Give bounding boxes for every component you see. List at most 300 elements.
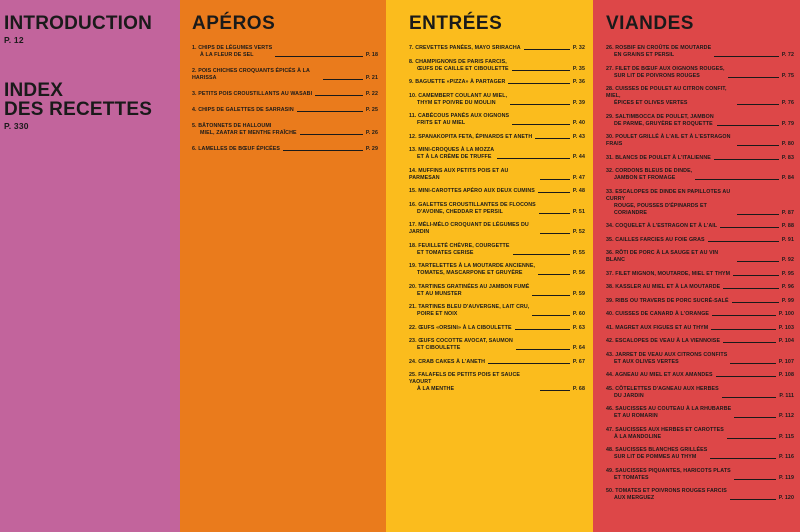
toc-entry[interactable]: [409, 359, 585, 366]
leader-line: [283, 150, 363, 151]
toc-entry-row: [409, 113, 585, 127]
toc-entry-row: [409, 284, 585, 298]
recipe-title: [606, 427, 724, 441]
recipe-title: [606, 372, 713, 379]
recipe-title: [606, 114, 714, 128]
toc-entry[interactable]: [409, 79, 585, 86]
toc-entry-row: [409, 304, 585, 318]
recipe-title: [606, 338, 720, 345]
toc-entry-row: [606, 338, 794, 345]
recipe-title: [192, 123, 297, 137]
toc-entry[interactable]: [409, 168, 585, 182]
toc-entry-row: [606, 45, 794, 59]
aperos-column: [180, 0, 386, 532]
recipe-title-line1: 23. ŒUFS COCOTTE AVOCAT, SAUMON: [409, 338, 513, 344]
intro-column: [0, 0, 180, 532]
recipe-title-line2: ROUGE, POUSSES D'ÉPINARDS ET CORIANDRE: [614, 202, 707, 216]
toc-entry[interactable]: [409, 147, 585, 161]
recipe-title-line2: À LA MANDOLINE: [614, 433, 662, 440]
leader-line: [540, 233, 570, 234]
toc-entry[interactable]: [409, 93, 585, 107]
page-number: P. 29: [365, 146, 378, 152]
page-number: P. 104: [778, 338, 794, 344]
recipe-title-line1: 36. RÔTI DE PORC À LA SAUGE ET AU VIN BLANC: [606, 250, 719, 263]
recipe-title-line1: 25. FALAFELS DE PETITS POIS ET SAUCE YAOURT: [409, 372, 521, 385]
leader-line: [714, 56, 779, 57]
toc-entry[interactable]: [192, 91, 378, 98]
toc-entry[interactable]: [409, 372, 585, 393]
recipe-title-line1: 32. CORDONS BLEUS DE DINDE,: [606, 168, 693, 174]
recipe-title: [606, 66, 725, 80]
leader-line: [730, 363, 775, 364]
page-number: P. 18: [365, 52, 378, 58]
toc-entry-row: [606, 168, 794, 182]
toc-entry[interactable]: [606, 488, 794, 502]
page-number: P. 79: [781, 120, 794, 127]
toc-entry-row: [192, 68, 378, 82]
recipe-title: [409, 372, 537, 393]
leader-line: [712, 315, 776, 316]
toc-entry[interactable]: [606, 352, 794, 366]
recipe-title: [606, 155, 711, 162]
toc-entry-row: [192, 91, 378, 98]
recipe-title-line1: 40. CUISSES DE CANARD À L'ORANGE: [606, 311, 710, 317]
recipe-title: [606, 271, 730, 278]
toc-entry[interactable]: [192, 68, 378, 82]
page-number: P. 72: [781, 52, 794, 58]
introduction-title: INTRODUCTION: [4, 13, 153, 34]
recipe-title-line1: 48. SAUCISSES BLANCHES GRILLÉES: [606, 447, 708, 453]
viandes-column: [593, 0, 800, 532]
toc-entry-row: [606, 134, 794, 148]
toc-entry[interactable]: [409, 113, 585, 127]
recipe-title: [606, 447, 707, 461]
introduction-entry[interactable]: [4, 14, 180, 45]
recipe-title-line1: 42. ESCALOPES DE VEAU À LA VIENNOISE: [606, 338, 721, 344]
toc-entry-row: [606, 223, 794, 230]
recipe-title: [409, 359, 485, 366]
recipe-title: [606, 325, 708, 332]
recipe-title-line1: 19. TARTELETTES À LA MOUTARDE ANCIENNE,: [409, 263, 536, 269]
recipe-title-line2: POIRE ET NOIX: [417, 311, 458, 317]
recipe-title-line2: SUR LIT DE POIVRONS ROUGES: [614, 72, 700, 79]
leader-line: [300, 134, 363, 135]
toc-entry-row: [606, 325, 794, 332]
recipe-title-line1: 37. FILET MIGNON, MOUTARDE, MIEL ET THYM: [606, 270, 731, 277]
recipe-title-line1: 5. BÂTONNETS DE HALLOUMI: [192, 123, 272, 129]
recipe-title-line2: ET CIBOULETTE: [417, 345, 461, 351]
toc-entry-row: [409, 59, 585, 73]
recipe-title: [192, 45, 272, 59]
page-number: P. 21: [365, 75, 378, 81]
recipe-title: [606, 86, 734, 107]
toc-entry[interactable]: [192, 107, 378, 114]
recipe-title-line1: 47. SAUCISSES AUX HERBES ET CAROTTES: [606, 426, 724, 433]
recipe-title-line1: 21. TARTINES BLEU D'AUVERGNE, LAIT CRU,: [409, 304, 530, 310]
toc-entry[interactable]: [606, 114, 794, 128]
recipe-title: [409, 243, 510, 257]
recipe-title-line1: 26. ROSBIF EN CROÛTE DE MOUTARDE: [606, 45, 712, 51]
page-number: P. 95: [781, 270, 794, 277]
recipe-title-line1: 29. SALTIMBOCCA DE POULET, JAMBON: [606, 113, 714, 120]
toc-entry[interactable]: [606, 250, 794, 264]
leader-line: [733, 275, 779, 276]
recipe-title: [606, 406, 731, 420]
recipe-title: [606, 284, 720, 291]
page-number: P. 108: [778, 372, 794, 378]
leader-line: [532, 315, 569, 316]
page-number: P. 35: [572, 65, 585, 72]
toc-entry[interactable]: [606, 189, 794, 217]
page-number: P. 44: [572, 154, 585, 160]
toc-entry-row: [409, 147, 585, 161]
recipe-title-line2: ET AU MUNSTER: [417, 290, 462, 297]
recipe-title-line1: 46. SAUCISSES AU COUTEAU À LA RHUBARBE: [606, 406, 732, 412]
page-number: P. 60: [572, 311, 585, 317]
recipe-title: [409, 222, 537, 236]
page-number: P. 99: [781, 297, 794, 304]
leader-line: [315, 95, 363, 96]
toc-entry[interactable]: [606, 386, 794, 400]
recipe-title-line2: ET AU ROMARIN: [614, 413, 658, 419]
recipe-title-line2: D'AVOINE, CHEDDAR ET PERSIL: [417, 208, 503, 215]
page-number: P. 116: [779, 454, 794, 460]
recipe-title: [409, 113, 509, 127]
toc-entry-row: [606, 406, 794, 420]
toc-entry[interactable]: [606, 447, 794, 461]
toc-entry[interactable]: [409, 222, 585, 236]
page-number: P. 100: [778, 311, 794, 317]
toc-entry[interactable]: [606, 468, 794, 482]
leader-line: [723, 342, 776, 343]
leader-line: [535, 138, 570, 139]
recipe-title-line1: 49. SAUCISSES PIQUANTES, HARICOTS PLATS: [606, 467, 731, 474]
page-number: P. 40: [572, 120, 585, 126]
toc-entry-row: [409, 202, 585, 216]
toc-entry[interactable]: [192, 123, 378, 137]
leader-line: [722, 397, 777, 398]
leader-line: [723, 288, 779, 289]
recipe-title-line1: 28. CUISSES DE POULET AU CITRON CONFIT, MIEL,: [606, 86, 727, 99]
page-number: P. 87: [781, 209, 794, 216]
recipe-title: [409, 45, 521, 52]
recipe-title-line2: THYM ET POIVRE DU MOULIN: [417, 99, 496, 106]
leader-line: [737, 214, 779, 215]
toc-entry[interactable]: [606, 338, 794, 345]
recipe-title-line1: 17. MÉLI-MÉLO CROQUANT DE LÉGUMES DU JARDIN: [409, 222, 529, 235]
leader-line: [538, 274, 570, 275]
page-number: P. 76: [781, 100, 794, 106]
toc-entry-row: [409, 45, 585, 52]
page-number: P. 59: [572, 290, 585, 297]
toc-entry[interactable]: [606, 45, 794, 59]
page-number: P. 80: [781, 141, 794, 147]
leader-line: [540, 390, 570, 391]
page-number: P. 92: [781, 257, 794, 263]
toc-entry[interactable]: [409, 338, 585, 352]
recipe-title-line1: 11. CABÉCOUS PANÉS AUX OIGNONS: [409, 113, 510, 119]
page-number: P. 43: [572, 133, 585, 140]
leader-line: [508, 83, 569, 84]
toc-entry[interactable]: [409, 263, 585, 277]
leader-line: [497, 158, 570, 159]
recipe-title-line1: 39. RIBS OU TRAVERS DE PORC SUCRÉ-SALÉ: [606, 297, 729, 304]
recipe-title-line2: MIEL, ZAATAR ET MENTHE FRAÎCHE: [200, 130, 297, 136]
toc-entry[interactable]: [409, 202, 585, 216]
recipe-title-line1: 13. MINI-CROQUES À LA MOZZA: [409, 147, 495, 153]
recipe-title: [409, 79, 505, 86]
recipe-title: [606, 45, 711, 59]
leader-line: [297, 111, 363, 112]
toc-entry-row: [192, 107, 378, 114]
leader-line: [512, 70, 570, 71]
page-number: P. 83: [781, 154, 794, 161]
recipe-title-line1: 6. LAMELLES DE BŒUF ÉPICÉES: [192, 146, 281, 152]
recipe-title-line1: 14. MUFFINS AUX PETITS POIS ET AU PARMESAN: [409, 167, 509, 181]
leader-line: [732, 302, 779, 303]
recipe-title-line2: AUX MERGUEZ: [614, 495, 655, 501]
recipe-title-line2: À LA MENTHE: [417, 386, 455, 392]
page-number: P. 25: [365, 107, 378, 113]
recipe-title-line2: ET À LA CRÈME DE TRUFFE: [417, 154, 492, 160]
leader-line: [716, 376, 776, 377]
toc-entry[interactable]: [606, 223, 794, 230]
entrees-list: [409, 45, 585, 393]
toc-entry[interactable]: [606, 168, 794, 182]
leader-line: [710, 458, 776, 459]
entrees-title: ENTRÉES: [409, 13, 503, 34]
toc-entry-row: [606, 386, 794, 400]
page-number: P. 91: [781, 236, 794, 243]
leader-line: [323, 79, 363, 80]
recipe-title: [409, 338, 513, 352]
toc-entry[interactable]: [409, 284, 585, 298]
recipe-title: [606, 352, 727, 366]
leader-line: [737, 261, 779, 262]
page-number: P. 63: [572, 324, 585, 331]
page-number: P. 68: [572, 386, 585, 392]
recipe-title: [606, 168, 692, 182]
leader-line: [516, 349, 570, 350]
toc-entry[interactable]: [606, 155, 794, 162]
recipe-title-line2: ET TOMATES CERISE: [417, 249, 474, 256]
toc-entry-row: [606, 86, 794, 107]
recipe-title: [192, 68, 320, 82]
recipe-title-line2: ÉPICES ET OLIVES VERTES: [614, 100, 688, 106]
toc-entry-row: [606, 284, 794, 291]
toc-entry-row: [606, 427, 794, 441]
page-number: P. 26: [365, 130, 378, 136]
recipe-title-line1: 31. BLANCS DE POULET À L'ITALIENNE: [606, 154, 711, 161]
toc-entry[interactable]: [192, 45, 378, 59]
recipe-title: [409, 202, 536, 216]
leader-line: [728, 77, 779, 78]
toc-entry-row: [606, 372, 794, 379]
toc-entry-row: [192, 45, 378, 59]
recipe-title: [409, 263, 535, 277]
toc-entry[interactable]: [409, 243, 585, 257]
page-number: P. 119: [779, 474, 794, 481]
recipe-title-line1: 34. COQUELET À L'ESTRAGON ET À L'AIL: [606, 223, 718, 229]
toc-entry[interactable]: [606, 86, 794, 107]
leader-line: [510, 104, 570, 105]
recipe-title: [409, 284, 529, 298]
toc-entry-row: [606, 155, 794, 162]
toc-entry[interactable]: [606, 134, 794, 148]
recipe-title-line1: 43. JARRET DE VEAU AUX CITRONS CONFITS: [606, 351, 728, 358]
page-number: P. 55: [572, 249, 585, 256]
toc-entry[interactable]: [606, 427, 794, 441]
leader-line: [695, 179, 779, 180]
recipe-title-line2: À LA FLEUR DE SEL: [200, 52, 254, 58]
page-number: P. 64: [572, 345, 585, 351]
page-number: P. 56: [572, 270, 585, 276]
recipe-title-line2: ET AUX OLIVES VERTES: [614, 358, 679, 365]
toc-entry[interactable]: [606, 284, 794, 291]
recipe-title: [409, 59, 509, 73]
toc-entry-row: [606, 447, 794, 461]
recipe-title: [409, 304, 529, 318]
page-number: P. 107: [778, 358, 794, 365]
toc-entry-row: [606, 298, 794, 305]
page-number: P. 88: [781, 223, 794, 229]
recipe-title: [409, 147, 494, 161]
toc-entry[interactable]: [606, 298, 794, 305]
toc-entry-row: [409, 243, 585, 257]
recipe-title-line1: 50. TOMATES ET POIVRONS ROUGES FARCIS: [606, 488, 727, 494]
leader-line: [540, 179, 570, 180]
recipe-title-line1: 22. ŒUFS «ORSINI» À LA CIBOULETTE: [409, 324, 512, 331]
leader-line: [714, 159, 779, 160]
toc-entry-row: [606, 311, 794, 318]
toc-entry-row: [409, 372, 585, 393]
toc-entry[interactable]: [606, 237, 794, 244]
recipe-title-line1: 41. MAGRET AUX FIGUES ET AU THYM: [606, 324, 709, 331]
recipe-title-line1: 1. CHIPS DE LÉGUMES VERTS: [192, 45, 273, 51]
page-number: P. 39: [572, 99, 585, 106]
toc-entry-row: [409, 188, 585, 195]
recipe-title-line2: FRITS ET AU MIEL: [417, 120, 466, 126]
toc-entry[interactable]: [409, 304, 585, 318]
aperos-title: APÉROS: [192, 13, 276, 34]
leader-line: [730, 499, 776, 500]
toc-entry[interactable]: [409, 188, 585, 195]
page-number: P. 67: [572, 358, 585, 365]
toc-entry-row: [409, 359, 585, 366]
recipe-title-line2: JAMBON ET FROMAGE: [614, 175, 676, 181]
recipe-title-line1: 30. POULET GRILLÉ À L'AIL ET À L'ESTRAGON FRAIS: [606, 134, 731, 147]
recipe-title: [606, 298, 729, 305]
toc-entry[interactable]: [606, 325, 794, 332]
page-number: P. 22: [365, 91, 378, 97]
page-number: P. 112: [779, 413, 794, 419]
page-number: P. 36: [572, 79, 585, 85]
toc-entry[interactable]: [409, 59, 585, 73]
viandes-list: [606, 45, 794, 502]
viandes-title: VIANDES: [606, 13, 694, 34]
toc-entry-row: [606, 189, 794, 217]
leader-line: [737, 104, 779, 105]
leader-line: [727, 438, 776, 439]
toc-entry-row: [409, 338, 585, 352]
toc-entry[interactable]: [409, 325, 585, 332]
toc-entry[interactable]: [606, 311, 794, 318]
recipe-title: [409, 188, 535, 195]
recipe-title: [606, 386, 719, 400]
recipe-title: [409, 134, 532, 141]
recipe-title-line1: 18. FEUILLETÉ CHÈVRE, COURGETTE: [409, 242, 510, 249]
recipe-title-line1: 24. CRAB CAKES À L'ANETH: [409, 358, 486, 365]
recipe-title-line1: 35. CAILLES FARCIES AU FOIE GRAS: [606, 236, 705, 243]
toc-entry-row: [606, 114, 794, 128]
leader-line: [532, 295, 569, 296]
recipe-title-line1: 33. ESCALOPES DE DINDE EN PAPILLOTES AU CURRY: [606, 188, 731, 202]
recipe-title-line2: ET TOMATES: [614, 474, 649, 481]
recipe-title-line2: EN GRAINS ET PERSIL: [614, 52, 675, 58]
recipe-title-line1: 38. KASSLER AU MIEL ET À LA MOUTARDE: [606, 284, 721, 290]
toc-entry[interactable]: [606, 271, 794, 278]
recipe-title-line1: 27. FILET DE BŒUF AUX OIGNONS ROUGES,: [606, 65, 725, 72]
toc-entry-row: [409, 93, 585, 107]
recipe-title: [606, 468, 731, 482]
recipe-title: [606, 488, 727, 502]
leader-line: [708, 241, 779, 242]
toc-entry-row: [606, 237, 794, 244]
recipe-title-line2: ŒUFS DE CAILLE ET CIBOULETTE: [417, 65, 509, 72]
page-number: P. 84: [781, 175, 794, 181]
leader-line: [512, 124, 570, 125]
recipe-title: [192, 146, 280, 153]
toc-entry-row: [606, 488, 794, 502]
toc-entry-row: [606, 271, 794, 278]
page-number: P. 115: [779, 433, 794, 440]
page-number: P. 111: [779, 392, 794, 399]
leader-line: [711, 329, 775, 330]
toc-entry[interactable]: [409, 134, 585, 141]
leader-line: [539, 213, 570, 214]
index-entry[interactable]: [4, 81, 180, 131]
recipe-title: [606, 250, 734, 264]
toc-entry[interactable]: [606, 66, 794, 80]
recipe-title: [409, 93, 507, 107]
leader-line: [538, 192, 570, 193]
page-number: P. 32: [572, 45, 585, 51]
toc-entry[interactable]: [192, 146, 378, 153]
toc-entry-row: [409, 325, 585, 332]
recipe-title-line1: 45. CÔTELETTES D'AGNEAU AUX HERBES: [606, 385, 719, 392]
recipe-title: [606, 311, 709, 318]
page-number: P. 103: [778, 324, 794, 331]
toc-entry[interactable]: [606, 372, 794, 379]
leader-line: [515, 329, 570, 330]
recipe-title: [606, 134, 734, 148]
aperos-list: [192, 45, 378, 153]
toc-entry[interactable]: [606, 406, 794, 420]
recipe-title-line2: DE PARME, GRUYÈRE ET ROQUETTE: [614, 120, 713, 127]
toc-entry[interactable]: [409, 45, 585, 52]
toc-entry-row: [192, 123, 378, 137]
toc-entry-row: [606, 352, 794, 366]
recipe-title-line1: 8. CHAMPIGNONS DE PARIS FARCIS,: [409, 58, 507, 65]
leader-line: [513, 254, 570, 255]
index-title-line1: INDEX: [4, 80, 64, 101]
recipe-title: [409, 325, 512, 332]
toc-entry-row: [409, 222, 585, 236]
recipe-title-line1: 20. TARTINES GRATINÉES AU JAMBON FUMÉ: [409, 283, 530, 290]
leader-line: [720, 227, 779, 228]
recipe-title-line1: 9. BAGUETTE «PIZZA» À PARTAGER: [409, 79, 506, 85]
toc-entry-row: [606, 468, 794, 482]
